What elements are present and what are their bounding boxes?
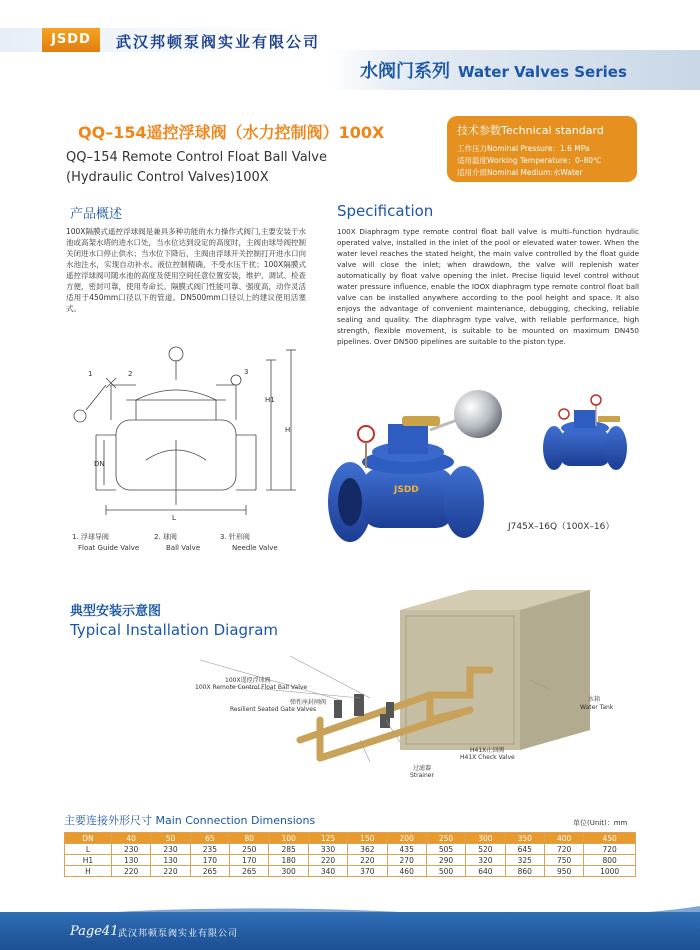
table-cell: 40 bbox=[112, 833, 151, 844]
table-cell: 640 bbox=[466, 866, 505, 877]
valve-brand-mark: JSDD bbox=[394, 485, 419, 495]
legend-item-1-en: Float Guide Valve bbox=[78, 544, 140, 552]
caption-float-valve-en: 100X Remote Control Float Ball Valve bbox=[195, 684, 308, 691]
table-cell: 220 bbox=[112, 866, 151, 877]
part-number-3: 3 bbox=[244, 368, 249, 376]
table-cell: 370 bbox=[348, 866, 387, 877]
tech-pressure: 工作压力Nominal Pressure：1.6 MPa bbox=[457, 144, 590, 153]
table-cell: 220 bbox=[308, 855, 347, 866]
table-cell: 450 bbox=[584, 833, 636, 844]
dimensions-unit: 单位(Unit)：mm bbox=[573, 819, 628, 827]
dimensions-table bbox=[64, 832, 636, 877]
table-cell: 50 bbox=[151, 833, 190, 844]
table-cell: 720 bbox=[584, 844, 636, 855]
table-cell: 500 bbox=[426, 866, 465, 877]
table-cell: 750 bbox=[544, 855, 583, 866]
caption-strainer-cn: 过滤器 bbox=[413, 765, 432, 772]
caption-gate-valve-en: Resilient Seated Gate Valves bbox=[230, 706, 317, 713]
dim-label-h: H bbox=[285, 426, 291, 434]
page-number: Page41 bbox=[70, 924, 119, 939]
table-cell: 800 bbox=[584, 855, 636, 866]
table-cell: 150 bbox=[348, 833, 387, 844]
table-cell: 270 bbox=[387, 855, 426, 866]
table-cell: 170 bbox=[230, 855, 269, 866]
table-cell: H1 bbox=[65, 855, 112, 866]
table-cell: 180 bbox=[269, 855, 308, 866]
table-cell: 130 bbox=[112, 855, 151, 866]
brand-logo: JSDD bbox=[42, 28, 100, 52]
product-title-en-line1: QQ–154 Remote Control Float Ball Valve bbox=[66, 150, 327, 165]
caption-tank-en: Water Tank bbox=[580, 704, 614, 711]
overview-text: 100X隔膜式遥控浮球阀是兼具多种功能的水力操作式阀门,主要安装于水池或高架水塔的进水口处，当水位达到设定的高度时，主阀由球导阀控制关闭进水口停止供水；当水位下降后，主阀由浮球开关控制打开进水口向水池注水，实现自动补水。液位控制精确，不受水压干扰；100X隔膜式遥控浮球阀可随水池的高度及使用空间任意位置安装，维护、调试、检查方便，密封可靠，使用寿命长。隔膜式阀门性能可靠、强度高，动作灵活适用于450mm口径以下的管道。DN500mm口径以上的建议使用活塞式。 bbox=[66, 227, 306, 313]
specification-text: 100X Diaphragm type remote control float ball valve is multi–function hydraulic operated valve, installed in the inlet of the pool or elevated water tower. When the water level reaches the stated height, the main valve controlled by the float guide valve will close the inlet; when drawdown, the valve will replenish water automatically by float valve opening the inlet. Precise liquid level control without water pressure influence, enable the IOOX diaphragm type remote control float ball valve can be installed anywhere according to the pool height and space. It also enjoys the advantage of convenient maintenance, debugging, checking, reliable sealing and quality. The diaphragm type valve, with reliable performance, high strength, flexible movement, is suitable to be mounted on maximum DN450 pipelines. Over DN500 pipelines are suitable to the piston type. bbox=[337, 227, 639, 346]
table-header-row bbox=[65, 833, 636, 844]
tech-standard-box bbox=[447, 116, 637, 182]
tech-title: 技术参数Technical standard bbox=[457, 124, 604, 137]
table-cell: 130 bbox=[151, 855, 190, 866]
table-cell: 645 bbox=[505, 844, 544, 855]
legend-item-3-en: Needle Valve bbox=[232, 544, 278, 552]
dim-label-dn: DN bbox=[94, 460, 105, 468]
dimensions-title: 主要连接外形尺寸 Main Connection Dimensions bbox=[64, 814, 316, 827]
table-cell: 265 bbox=[190, 866, 229, 877]
legend-item-2-cn: 2. 球阀 bbox=[154, 533, 177, 541]
series-title-cn: 水阀门系列 bbox=[360, 61, 450, 82]
table-cell: 340 bbox=[308, 866, 347, 877]
valve-photo-large bbox=[318, 372, 508, 550]
caption-tank-cn: 水箱 bbox=[588, 696, 601, 703]
table-cell: 1000 bbox=[584, 866, 636, 877]
caption-gate-valve-cn: 弹性座封闸阀 bbox=[290, 699, 327, 706]
table-cell: 350 bbox=[505, 833, 544, 844]
overview-heading: 产品概述 bbox=[70, 207, 123, 222]
table-cell: 200 bbox=[387, 833, 426, 844]
table-cell: 300 bbox=[269, 866, 308, 877]
table-cell: 520 bbox=[466, 844, 505, 855]
table-cell: 220 bbox=[151, 866, 190, 877]
table-cell: 65 bbox=[190, 833, 229, 844]
table-cell: 250 bbox=[426, 833, 465, 844]
valve-photo-small bbox=[538, 390, 638, 480]
valve-technical-drawing bbox=[66, 340, 316, 525]
table-cell: 460 bbox=[387, 866, 426, 877]
table-cell: 230 bbox=[151, 844, 190, 855]
table-cell: 505 bbox=[426, 844, 465, 855]
tech-medium: 适用介质Nominal Medium:水Water bbox=[457, 168, 583, 177]
part-number-1: 1 bbox=[88, 370, 93, 378]
table-cell: 80 bbox=[230, 833, 269, 844]
header-bar bbox=[0, 28, 700, 52]
table-cell: 325 bbox=[505, 855, 544, 866]
table-cell: 330 bbox=[308, 844, 347, 855]
table-cell: H bbox=[65, 866, 112, 877]
legend-item-1-cn: 1. 浮球导阀 bbox=[72, 533, 109, 541]
legend-item-3-cn: 3. 针形阀 bbox=[220, 533, 250, 541]
table-cell: 290 bbox=[426, 855, 465, 866]
caption-check-valve-cn: H41X止回阀 bbox=[470, 747, 505, 754]
series-title bbox=[360, 57, 627, 83]
caption-check-valve-en: H41X Check Valve bbox=[460, 754, 515, 761]
table-row bbox=[65, 844, 636, 855]
table-cell: 950 bbox=[544, 866, 583, 877]
table-row bbox=[65, 855, 636, 866]
table-cell: 125 bbox=[308, 833, 347, 844]
installation-heading-en: Typical Installation Diagram bbox=[70, 621, 279, 639]
table-cell: 100 bbox=[269, 833, 308, 844]
product-title-en-line2: (Hydraulic Control Valves)100X bbox=[66, 170, 269, 185]
table-cell: 362 bbox=[348, 844, 387, 855]
table-cell: L bbox=[65, 844, 112, 855]
table-cell: 435 bbox=[387, 844, 426, 855]
table-cell: 400 bbox=[544, 833, 583, 844]
table-cell: 250 bbox=[230, 844, 269, 855]
part-number-2: 2 bbox=[128, 370, 133, 378]
footer-company: 武汉邦顿泵阀实业有限公司 bbox=[118, 929, 239, 939]
series-title-en: Water Valves Series bbox=[458, 63, 627, 81]
caption-float-valve-cn: 100X遥控浮球阀 bbox=[225, 677, 271, 684]
installation-heading-cn: 典型安装示意图 bbox=[70, 604, 162, 619]
tech-temperature: 适用温度Working Temperature：0–80℃ bbox=[457, 156, 602, 165]
dim-label-h1: H1 bbox=[265, 396, 275, 404]
table-cell: 320 bbox=[466, 855, 505, 866]
table-cell: 300 bbox=[466, 833, 505, 844]
company-name: 武汉邦顿泵阀实业有限公司 bbox=[116, 33, 321, 51]
table-cell: DN bbox=[65, 833, 112, 844]
dim-label-l: L bbox=[172, 514, 176, 522]
table-cell: 220 bbox=[348, 855, 387, 866]
model-code: J745X–16Q（100X–16） bbox=[508, 522, 615, 532]
product-title-cn: QQ–154遥控浮球阀（水力控制阀）100X bbox=[78, 123, 385, 142]
table-cell: 170 bbox=[190, 855, 229, 866]
specification-heading: Specification bbox=[337, 202, 434, 220]
table-cell: 265 bbox=[230, 866, 269, 877]
legend-item-2-en: Ball Valve bbox=[166, 544, 201, 552]
table-cell: 235 bbox=[190, 844, 229, 855]
table-cell: 285 bbox=[269, 844, 308, 855]
table-cell: 230 bbox=[112, 844, 151, 855]
table-cell: 720 bbox=[544, 844, 583, 855]
caption-strainer-en: Strainer bbox=[410, 772, 434, 779]
table-cell: 860 bbox=[505, 866, 544, 877]
table-row bbox=[65, 866, 636, 877]
